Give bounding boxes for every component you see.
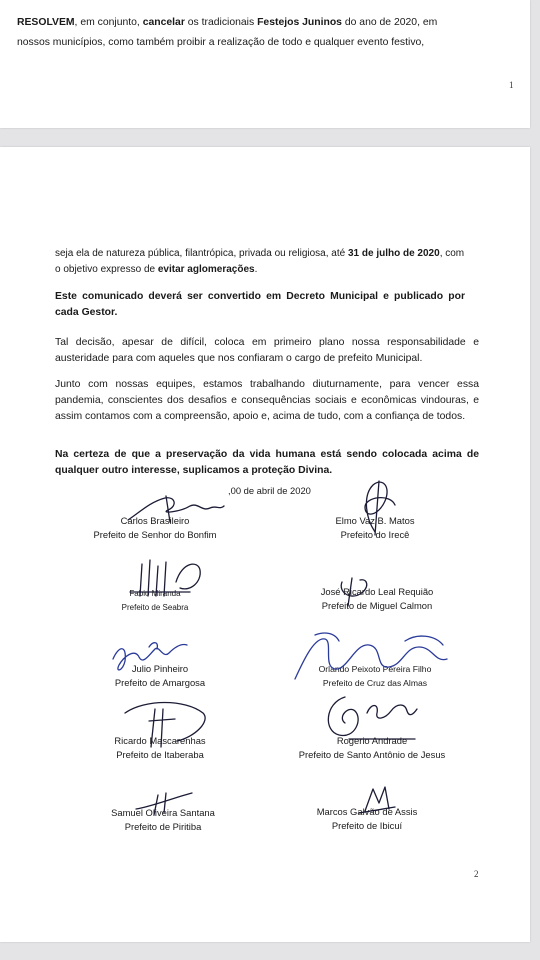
text-run-bold: cancelar <box>142 17 185 28</box>
signatory-name: José Ricardo Leal Requião <box>320 586 434 597</box>
resolvem-word: RESOLVEM <box>17 17 75 28</box>
page-number-1: 1 <box>509 80 514 90</box>
signatory-title: Prefeito do Irecê <box>340 529 410 540</box>
text-run-bold: Festejos Juninos <box>257 17 342 28</box>
signatory-name: Julio Pinheiro <box>131 663 189 674</box>
signature-block-2 <box>300 514 450 542</box>
signatory-name: Samuel Oliveira Santana <box>111 807 215 818</box>
signature-block-1 <box>80 514 230 542</box>
signatory-title: Prefeito de Ibicuí <box>331 820 403 831</box>
text-run: seja ela de natureza pública, filantrópica, privada ou religiosa, até <box>55 248 348 259</box>
signatory-title: Prefeito de Santo Antônio de Jesus <box>298 749 446 760</box>
signatory-title: Prefeito de Piritiba <box>124 821 202 832</box>
signatory-title: Prefeito de Cruz das Almas <box>322 678 428 688</box>
signatory-name: Fabio Miranda <box>129 589 181 598</box>
document-page-1 <box>0 0 530 128</box>
text-run-bold: evitar aglomerações <box>157 264 255 275</box>
signature-block-5 <box>80 662 240 690</box>
paragraph-5: Na certeza de que a preservação da vida humana está sendo colocada acima de qualquer outro interesse, suplicamos a proteção Divina. <box>55 449 479 476</box>
signatory-name: Ricardo Mascarenhas <box>114 735 206 746</box>
signatory-name: Elmo Vaz B. Matos <box>335 515 415 526</box>
signatory-name: Orlando Peixoto Pereira Filho <box>318 664 432 674</box>
signatory-title: Prefeito de Itaberaba <box>116 749 204 760</box>
paragraph-1-line-2 <box>55 262 479 278</box>
document-page-2 <box>0 147 530 942</box>
date-line: ,00 de abril de 2020 <box>228 485 311 496</box>
signatory-name: Marcos Galvão de Assis <box>316 806 418 817</box>
signatory-name: Rogerio Andrade <box>336 735 408 746</box>
signature-block-6 <box>290 662 460 690</box>
signature-block-9 <box>78 806 248 834</box>
signatory-title: Prefeito de Seabra <box>121 603 189 612</box>
paragraph-1-line-1 <box>55 246 479 262</box>
page-number-2: 2 <box>474 869 479 879</box>
text-run: do ano de 2020, em <box>341 17 438 28</box>
signatory-title: Prefeito de Amargosa <box>114 677 206 688</box>
paragraph-1 <box>55 246 479 278</box>
text-run: , com <box>439 248 465 259</box>
text-run: o objetivo expresso de <box>55 264 158 275</box>
paragraph-3: Tal decisão, apesar de difícil, coloca em primeiro plano nossa responsabilidade e austeridade para com aqueles que nos confiaram o cargo de prefeito Municipal. <box>55 337 479 364</box>
paragraph-4: Junto com nossas equipes, estamos trabalhando diuturnamente, para vencer essa pandemia, conscientes dos desafios e consequências sociais e econômicas vindouras, e assim contamos com a compreensão, apoio e, acima de tudo, com a confiança de todos. <box>55 379 479 422</box>
page1-line2: nossos municípios, como também proibir a realização de todo e qualquer evento festivo, <box>17 37 425 48</box>
text-run: . <box>254 264 258 275</box>
page1-line1 <box>17 15 517 31</box>
deadline-date: 31 de julho de 2020 <box>347 248 440 259</box>
signature-block-4 <box>292 585 462 613</box>
text-run: os tradicionais <box>184 17 258 28</box>
text-run: , em conjunto, <box>74 17 143 28</box>
signatory-name: Carlos Brasileiro <box>120 515 190 526</box>
signatory-title: Prefeito de Senhor do Bonfim <box>93 529 217 540</box>
signatory-title: Prefeito de Miguel Calmon <box>321 600 433 611</box>
signature-block-10 <box>287 805 447 833</box>
signature-block-7 <box>80 734 240 762</box>
signature-block-8 <box>272 734 472 762</box>
signature-block-3 <box>80 587 230 615</box>
paragraph-2: Este comunicado deverá ser convertido em Decreto Municipal e publicado por cada Gestor. <box>55 291 465 318</box>
